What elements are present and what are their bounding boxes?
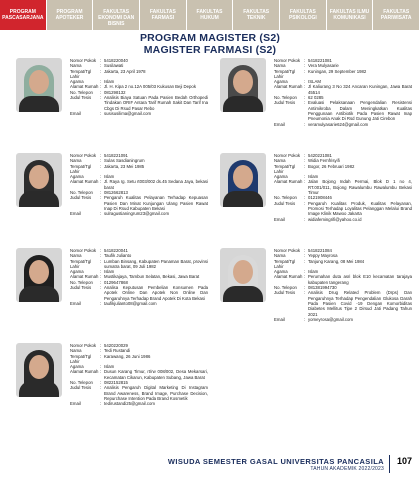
field-value: veramulyasarie624@gmail.com (308, 121, 369, 127)
field-colon: : (304, 285, 306, 291)
field-colon: : (100, 179, 102, 185)
tab-faculty[interactable]: PROGRAM PASCASARJANA (0, 0, 47, 30)
field-value: Islam (104, 364, 115, 370)
field-judul (274, 290, 412, 316)
field-label: Alamat Rumah (274, 274, 303, 280)
field-value: 5420220029 (104, 343, 128, 348)
tab-faculty[interactable]: FAKULTAS EKONOMI DAN BISNIS (93, 0, 140, 30)
graduate-card (8, 343, 208, 441)
field-value: Tanjung Karang, 08 Mei 1984 (308, 258, 365, 264)
field-colon: : (304, 253, 306, 259)
field-label: Alamat Rumah (70, 274, 99, 280)
graduate-photo (220, 153, 266, 207)
field-colon: : (304, 316, 306, 322)
field-label: Nama (274, 158, 286, 164)
field-label: Nama (274, 253, 286, 259)
field-value: Analisis Biaya Satuan Pada Pasien Bedah Orthopedi Tindakan ORIF Antara Tarif Rumah Sakit Dan Tarif Ina Cbgs Di Rsud Pasar Rebo (104, 95, 208, 111)
field-label: Tempat/Tgl Lahir (70, 163, 92, 174)
field-value: 62 0285 (308, 95, 324, 101)
field-judul (70, 95, 208, 111)
field-label: Nama (70, 63, 82, 69)
field-label: Nomor Pokok (274, 153, 301, 158)
field-ttl (70, 354, 208, 365)
graduate-photo (16, 343, 62, 397)
field-alamat (70, 369, 208, 380)
field-label: No. Telepon (70, 279, 93, 285)
field-value: Dusun Karang Timur, rt/rw 008/002, Desa Mekarsari, Kecamatan Cikarun, Kabupaten Subang, Jawa Barat (104, 369, 208, 380)
field-value: Pengaruh Kualitas Pelayanan Terhadap Kepuasan Pasien Dan Minat Kunjungan Ulang Pasien Rawat Inap Di Rsud Kabupaten Bekasi (104, 195, 208, 211)
field-judul (70, 385, 208, 401)
field-value: widiafemingrifi@yahoo.co.id (308, 216, 362, 222)
field-label: Agama (70, 79, 84, 85)
field-label: Email (70, 110, 81, 116)
graduate-details (70, 343, 208, 407)
tab-faculty[interactable]: FAKULTAS PSIKOLOGI (280, 0, 327, 30)
field-value: 5418221091 (104, 153, 128, 158)
field-colon: : (304, 179, 306, 185)
field-label: Email (274, 316, 285, 322)
field-ttl (274, 164, 412, 175)
field-colon: : (100, 258, 102, 264)
field-value: Tedi Rustandi (104, 348, 131, 354)
field-email (70, 211, 208, 216)
graduate-details (274, 248, 412, 322)
field-email (274, 217, 412, 222)
field-label: Nama (70, 158, 82, 164)
field-label: No. Telepon (70, 190, 93, 196)
field-value: Mustikajaya, Tambun Selatan, Bekasi, Jawa Barat (104, 274, 200, 280)
field-colon: : (100, 353, 102, 359)
field-label: No. Telepon (70, 89, 93, 95)
field-label: Nama (274, 63, 286, 69)
field-judul (70, 285, 208, 301)
field-label: No. Telepon (274, 195, 297, 201)
field-value: Jakarta, 23 Mei 1985 (104, 163, 145, 169)
field-label: Email (70, 300, 81, 306)
field-label: Judul Tesis (274, 290, 296, 296)
field-judul (70, 195, 208, 211)
field-ttl (274, 69, 412, 80)
field-value: 0822152815 (104, 380, 128, 386)
graduate-card (212, 58, 412, 156)
field-label: Tempat/Tgl Lahir (70, 353, 92, 364)
field-value: 081381994730 (308, 285, 337, 291)
graduate-photo (220, 58, 266, 112)
field-judul (274, 100, 412, 121)
field-value: 5418220040 (104, 58, 128, 63)
field-label: Agama (274, 269, 288, 275)
field-value: 081298132 (104, 89, 126, 95)
field-ttl (70, 69, 208, 80)
field-colon: : (100, 89, 102, 95)
field-label: Alamat Rumah (274, 84, 303, 90)
graduate-details (70, 248, 208, 306)
footer-divider (389, 455, 390, 473)
field-label: Agama (70, 269, 84, 275)
graduate-card (8, 153, 208, 251)
field-label: Nomor Pokok (274, 248, 301, 253)
field-colon: : (100, 274, 102, 280)
field-label: Email (70, 211, 81, 217)
field-colon: : (304, 58, 306, 63)
graduate-card (212, 248, 412, 346)
field-colon: : (100, 174, 102, 180)
graduate-details (70, 58, 208, 116)
footer-year: TAHUN AKADEMIK 2022/2023 (310, 466, 384, 472)
field-colon: : (304, 248, 306, 253)
field-colon: : (100, 190, 102, 196)
field-email (70, 401, 208, 406)
field-value: Pengaruh Kualitas Produk, Kualitas Pelayanan, Promosi Terhadap Loyalitas Pelanggan Melalui Brand Image Klinik Mawoo Jakarta (308, 200, 412, 217)
field-value: Islam (104, 174, 115, 180)
field-value: 5420221081 (308, 153, 332, 158)
field-label: Nomor Pokok (274, 58, 301, 63)
field-value: Lumban Binsang, Kabupaten Panaman Barat, provinsi sumatra barat, 09 Juli 1982 (104, 258, 208, 269)
field-colon: : (100, 63, 102, 69)
graduate-details (274, 58, 412, 127)
field-judul (274, 201, 412, 217)
field-alamat (274, 84, 412, 95)
field-colon: : (100, 285, 102, 291)
field-value: Analisis Pengaruh Digital Marketing Di Instagram Brand Awareness, Brand Image, Purchase Decision, Repurchase Intention Pada Brand Kosmetik (104, 385, 208, 401)
field-label: Tempat/Tgl Lahir (274, 68, 296, 79)
field-colon: : (100, 68, 102, 74)
field-colon: : (100, 153, 102, 158)
field-colon: : (100, 401, 102, 407)
field-value: tedirustandi25@gmail.com (104, 401, 155, 407)
field-label: Nomor Pokok (70, 343, 97, 348)
field-ttl (70, 259, 208, 270)
field-value: 5418220041 (104, 248, 128, 253)
field-label: Nomor Pokok (70, 58, 97, 63)
field-colon: : (304, 153, 306, 158)
field-label: Nama (70, 253, 82, 259)
field-value: 0121908446 (308, 195, 332, 201)
field-value: yomeyrosa@gmail.com (308, 316, 353, 322)
graduate-card (8, 248, 208, 346)
graduate-photo (16, 153, 62, 207)
field-colon: : (304, 63, 306, 69)
field-label: Judul Tesis (274, 200, 296, 206)
field-colon: : (304, 84, 306, 90)
field-ttl (274, 259, 412, 270)
field-label: Tempat/Tgl Lahir (70, 258, 92, 269)
field-label: No. Telepon (274, 285, 297, 291)
field-label: Tempat/Tgl Lahir (274, 258, 296, 269)
graduate-card (212, 153, 412, 251)
field-email (274, 317, 412, 322)
page-number: 107 (396, 456, 412, 466)
field-label: Alamat Rumah (70, 179, 99, 185)
tab-faculty[interactable]: FAKULTAS TEKNIK (233, 0, 280, 30)
field-value: 5418221081 (308, 58, 332, 63)
field-value: Jl. Raya rg. Setu rt003/002 ds.45 Sedana Jaya, bekasi barat (104, 179, 208, 190)
field-value: Yeppy Mayrosa (308, 253, 338, 259)
field-alamat (274, 274, 412, 285)
field-value: Islam (104, 269, 115, 275)
field-value: Evaluasi Pelaksanaan Pengendalian Resistensi Antimikroba Dalam Meningkatkan Kualitas Penggunaan Antibiotik Pada Pasien Rawat Inap Pneumonia Anak Di Rsd Gunung Jati Cirebon (308, 100, 412, 122)
field-value: ISLAM (308, 79, 321, 85)
field-label: Agama (70, 174, 84, 180)
field-label: Nama (70, 348, 82, 354)
field-colon: : (100, 195, 102, 201)
field-colon: : (100, 385, 102, 391)
field-label: Judul Tesis (70, 385, 92, 391)
field-colon: : (100, 343, 102, 348)
field-alamat (70, 179, 208, 190)
field-colon: : (100, 253, 102, 259)
field-email (274, 122, 412, 127)
field-colon: : (304, 200, 306, 206)
field-colon: : (100, 84, 102, 90)
field-value: Susilawati (104, 63, 124, 69)
field-label: Agama (274, 79, 288, 85)
field-colon: : (100, 248, 102, 253)
field-colon: : (304, 269, 306, 275)
field-colon: : (304, 121, 306, 127)
graduate-card (8, 58, 208, 156)
field-colon: : (100, 158, 102, 164)
field-label: Judul Tesis (274, 100, 296, 106)
field-value: Widia Fernfrisyifi (308, 158, 340, 164)
field-email (70, 111, 208, 116)
field-colon: : (304, 95, 306, 101)
field-colon: : (100, 279, 102, 285)
field-value: Bogor, 26 Februari 1982 (308, 163, 355, 169)
field-colon: : (304, 258, 306, 264)
graduate-photo (16, 248, 62, 302)
field-colon: : (304, 158, 306, 164)
field-value: 0812662813 (104, 190, 128, 196)
field-label: Nomor Pokok (70, 248, 97, 253)
field-label: Alamat Rumah (274, 179, 303, 185)
field-value: Kuningan, 29 September 1982 (308, 68, 367, 74)
field-colon: : (100, 79, 102, 85)
field-label: Email (274, 121, 285, 127)
field-label: Agama (274, 174, 288, 180)
field-label: Agama (70, 364, 84, 370)
field-value: Islam (308, 174, 319, 180)
field-colon: : (304, 216, 306, 222)
faculty-tabs (0, 0, 420, 30)
field-label: Tempat/Tgl Lahir (70, 68, 92, 79)
field-value: Jakarta, 23 April 1978 (104, 68, 146, 74)
page-titles (0, 32, 420, 56)
graduate-details (70, 153, 208, 217)
graduate-photo (220, 248, 266, 302)
field-colon: : (100, 364, 102, 370)
field-value: Islam (308, 269, 319, 275)
field-colon: : (100, 380, 102, 386)
field-value: susisusilima@gmail.com (104, 110, 152, 116)
field-value: Taufik Julianto (104, 253, 132, 259)
field-label: Judul Tesis (70, 285, 92, 291)
field-colon: : (100, 58, 102, 63)
graduate-photo (16, 58, 62, 112)
footer-title: WISUDA SEMESTER GASAL UNIVERSITAS PANCASILA (167, 457, 384, 466)
field-value: Islam (104, 79, 115, 85)
field-label: Nomor Pokok (70, 153, 97, 158)
field-value: sulragustianingrum23@gmail.com (104, 211, 170, 217)
field-colon: : (304, 100, 306, 106)
field-value: taufikjulianto08@gmail.com (104, 300, 157, 306)
field-value: Jalan Bojong Indah Permai, Blok D 1 no 4, RT.001/011, Bojong Rawalumbu Rawalumbu Bekasi Timur (308, 179, 412, 196)
field-email (70, 301, 208, 306)
field-label: No. Telepon (70, 380, 93, 386)
field-colon: : (304, 163, 306, 169)
field-colon: : (304, 195, 306, 201)
field-ttl (70, 164, 208, 175)
field-value: 5418221084 (308, 248, 332, 253)
tab-faculty[interactable]: FAKULTAS PARIWISATA (373, 0, 420, 30)
field-colon: : (100, 211, 102, 217)
field-colon: : (100, 369, 102, 375)
field-colon: : (100, 110, 102, 116)
field-value: Vera Mulyasarie (308, 63, 339, 69)
tab-faculty[interactable]: FAKULTAS FARMASI (140, 0, 187, 30)
field-colon: : (100, 95, 102, 101)
department-title: MAGISTER FARMASI (S2) (143, 44, 277, 56)
field-value: Jl. H. Kipa 2 no.12A 005/03 Kukusan Beji Depok (104, 84, 196, 90)
program-title: PROGRAM MAGISTER (S2) (139, 32, 281, 44)
field-value: Analisa Keputusan Pembelian Konsumen Pada Apotek Online Dan Apotek Non Online Dan Pengaruhnya Terhadap Brand Apotek Di Kota Bekasi (104, 285, 208, 301)
field-value: Sulas Sasdianingrum (104, 158, 145, 164)
field-label: Tempat/Tgl Lahir (274, 163, 296, 174)
field-colon: : (304, 174, 306, 180)
field-colon: : (304, 290, 306, 296)
field-label: Judul Tesis (70, 95, 92, 101)
field-alamat (274, 179, 412, 195)
field-value: Karawang, 26 Juni 1986 (104, 353, 151, 359)
field-colon: : (100, 269, 102, 275)
field-label: Email (274, 216, 285, 222)
field-colon: : (100, 348, 102, 354)
field-colon: : (100, 300, 102, 306)
field-label: Alamat Rumah (70, 84, 99, 90)
field-colon: : (304, 68, 306, 74)
field-value: Analisis Drug Related Problem (Drps) Dan Pengaruhnya Terhadap Pengendalian Glukosa Darah Pada Pasien Covid -19 Dengan Komorbiditas Diabetes Mellitus Tipe 2 Dirsud Jati Padang Tahun 2021 (308, 290, 412, 317)
tab-faculty[interactable]: FAKULTAS HUKUM (187, 0, 234, 30)
field-colon: : (304, 274, 306, 280)
tab-faculty[interactable]: PROGRAM APOTEKER (47, 0, 94, 30)
field-label: Email (70, 401, 81, 407)
field-value: Perumahan duta asri blok E10 kecamatan tarajaya kabupaten tangerang (308, 274, 412, 285)
field-value: 0129647868 (104, 279, 128, 285)
field-colon: : (304, 79, 306, 85)
field-label: Alamat Rumah (70, 369, 99, 375)
field-label: Judul Tesis (70, 195, 92, 201)
field-label: No. Telepon (274, 95, 297, 101)
field-colon: : (100, 163, 102, 169)
graduate-details (274, 153, 412, 222)
tab-faculty[interactable]: FAKULTAS ILMU KOMUNIKASI (327, 0, 374, 30)
field-value: Jl Kaliurang 3 No 324 Ancaran Kuningan, Jawa Barat 45514 (308, 84, 412, 95)
page-footer (0, 448, 420, 480)
